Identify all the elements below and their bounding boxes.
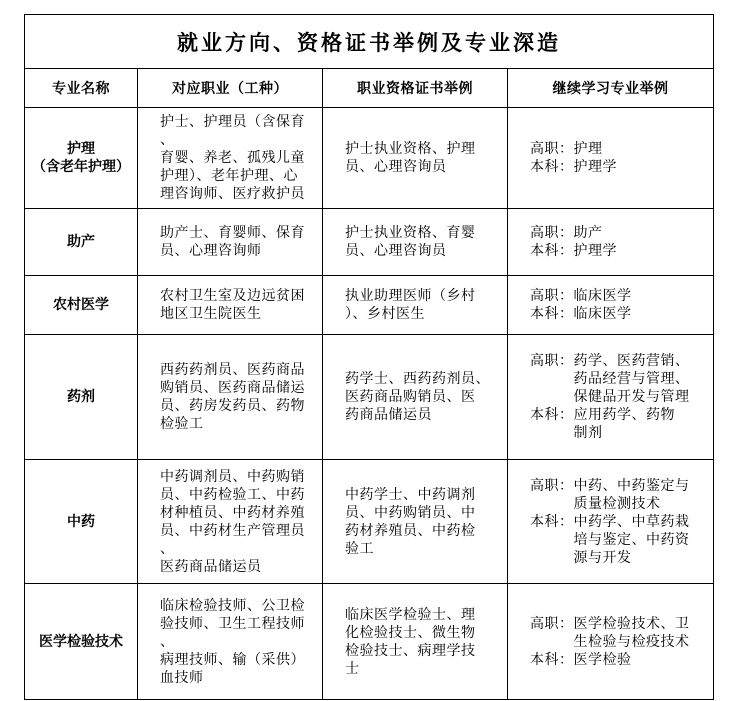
major-name: 助产 (67, 234, 95, 250)
cell-line: 药商品储运员 (345, 407, 432, 423)
certificates-cell (323, 276, 508, 335)
study-level-text (574, 352, 710, 406)
cell-line: 中药学士、中药调剂 (345, 486, 476, 503)
study-level-label: 高职： (530, 225, 574, 241)
occupations-cell (138, 209, 323, 276)
cell-line: 医药商品储运员 (160, 558, 262, 575)
cell-line: 、 (160, 540, 175, 557)
cell-line: 员、心理咨询员 (345, 159, 447, 175)
certificates-cell (323, 108, 508, 209)
cell-line: 生检验与检疫技术 (573, 633, 690, 650)
study-level-text (574, 477, 710, 513)
major-name: 医学检验技术 (39, 633, 123, 650)
cell-line: 护士、护理员（含保育 (160, 114, 305, 130)
certificates-cell (323, 335, 508, 460)
cell-line: 购销员、医药商品储运 (160, 380, 305, 396)
study-level-label: 本科： (530, 651, 574, 668)
cell-line: 中药调剂员、中药购销 (160, 468, 305, 485)
further-study-cell (508, 108, 714, 209)
occupations-cell (138, 584, 323, 700)
cell-line: 员、心理咨询员 (345, 243, 447, 259)
cell-line: 药学、医药营销、 (573, 353, 690, 369)
study-level-undergraduate (530, 158, 709, 176)
table-row (25, 335, 714, 460)
career-table (24, 14, 714, 700)
cell-line: 、 (160, 633, 175, 650)
cell-line: 理咨询师、医疗救护员 (160, 186, 305, 202)
study-level-vocational (530, 615, 709, 651)
study-level-text (574, 287, 710, 305)
table-row (25, 108, 714, 209)
major-name-cell (25, 108, 138, 209)
table-row (25, 209, 714, 276)
cell-line: ）、乡村医生 (345, 306, 425, 322)
cell-line: 应用药学、药物 (573, 407, 675, 423)
study-level-text (574, 242, 710, 260)
cell-line: 制剂 (573, 425, 603, 441)
study-level-label: 高职： (530, 353, 574, 369)
study-level-undergraduate (530, 651, 709, 669)
table-row (25, 584, 714, 700)
cell-line: 医学检验 (573, 651, 632, 668)
cell-line: 护士执业资格、护理 (345, 141, 476, 157)
cell-line: 中药、中药鉴定与 (573, 477, 690, 494)
cell-line: 助产 (573, 225, 603, 241)
cell-line: 病理技师、输（采供） (160, 651, 305, 668)
certificates-cell (323, 584, 508, 700)
study-level-vocational (530, 224, 709, 242)
study-level-label: 高职： (530, 615, 574, 632)
study-level-undergraduate (530, 406, 709, 442)
cell-line: 执业助理医师（乡村 (345, 288, 476, 304)
occupations-cell (138, 108, 323, 209)
major-name-cell (25, 335, 138, 460)
table-title: 就业方向、资格证书举例及专业深造 (25, 15, 714, 69)
further-study-cell (508, 276, 714, 335)
cell-line: 护理学 (573, 243, 617, 259)
major-name: 药剂 (67, 389, 95, 405)
header-further-study: 继续学习专业举例 (508, 69, 714, 108)
cell-line: 护理学 (573, 159, 617, 175)
cell-line: 士 (345, 660, 360, 677)
major-name: 农村医学 (53, 297, 109, 313)
cell-line: 地区卫生院医生 (160, 306, 262, 322)
study-level-undergraduate (530, 513, 709, 567)
cell-line: 临床医学检验士、理 (345, 606, 476, 623)
cell-line: 员、中药购销员、中 (345, 504, 476, 521)
cell-line: 临床医学 (573, 306, 632, 322)
major-name-cell (25, 584, 138, 700)
cell-line: 助产士、育婴师、保育 (160, 225, 305, 241)
cell-line: 验工 (345, 540, 374, 557)
cell-line: 员、中药材生产管理员 (160, 522, 305, 539)
further-study-cell (508, 335, 714, 460)
cell-line: 中药学、中草药栽 (573, 513, 690, 530)
study-level-vocational (530, 352, 709, 406)
further-study-cell (508, 460, 714, 584)
major-name-cell (25, 209, 138, 276)
cell-line: 培与鉴定、中药资 (573, 531, 690, 548)
cell-line: 材种植员、中药材养殖 (160, 504, 305, 521)
occupations-cell (138, 276, 323, 335)
header-major: 专业名称 (25, 69, 138, 108)
cell-line: 员、药房发药员、药物 (160, 398, 305, 414)
study-level-label: 本科： (530, 243, 574, 259)
cell-line: 临床医学 (573, 288, 632, 304)
major-name-cell (25, 276, 138, 335)
table-row (25, 276, 714, 335)
study-level-text (574, 406, 710, 442)
major-name-cell (25, 460, 138, 584)
cell-line: 员、心理咨询师 (160, 243, 262, 259)
header-occupations: 对应职业（工种） (138, 69, 323, 108)
study-level-text (574, 158, 710, 176)
major-name: 护理 (67, 141, 95, 157)
study-level-text (574, 140, 710, 158)
study-level-label: 高职： (530, 288, 574, 304)
study-level-label: 本科： (530, 306, 574, 322)
cell-line: 护理）、老年护理、心 (160, 168, 298, 184)
study-level-text (574, 513, 710, 567)
study-level-undergraduate (530, 242, 709, 260)
cell-line: 护士执业资格、育婴 (345, 225, 476, 241)
header-row (25, 69, 714, 108)
study-level-label: 本科： (530, 407, 574, 423)
cell-line: 药学士、西药药剂员、 (345, 371, 490, 387)
study-level-text (574, 305, 710, 323)
cell-line: 检验工 (160, 416, 204, 432)
major-name-note: （含老年护理） (32, 159, 130, 175)
certificates-cell (323, 209, 508, 276)
study-level-vocational (530, 477, 709, 513)
study-level-vocational (530, 287, 709, 305)
study-level-text (574, 651, 710, 669)
cell-line: 农村卫生室及边远贫困 (160, 288, 305, 304)
title-row (25, 15, 714, 69)
cell-line: 药材养殖员、中药检 (345, 522, 476, 539)
study-level-label: 高职： (530, 141, 574, 157)
cell-line: 西药药剂员、医药商品 (160, 362, 305, 378)
cell-line: 质量检测技术 (573, 495, 661, 512)
study-level-label: 高职： (530, 477, 574, 494)
study-level-label: 本科： (530, 513, 574, 530)
cell-line: 医学检验技术、卫 (573, 615, 690, 632)
cell-line: 、 (160, 132, 175, 148)
occupations-cell (138, 335, 323, 460)
cell-line: 育婴、养老、孤残儿童 (160, 150, 305, 166)
certificates-cell (323, 460, 508, 584)
cell-line: 化检验技士、微生物 (345, 624, 476, 641)
header-certificates: 职业资格证书举例 (323, 69, 508, 108)
cell-line: 验技师、卫生工程技师 (160, 615, 305, 632)
cell-line: 药品经营与管理、 (573, 371, 690, 387)
cell-line: 源与开发 (573, 549, 632, 566)
major-name: 中药 (67, 513, 95, 530)
further-study-cell (508, 209, 714, 276)
cell-line: 临床检验技师、公卫检 (160, 597, 305, 614)
cell-line: 医药商品购销员、医 (345, 389, 476, 405)
study-level-text (574, 615, 710, 651)
table-row (25, 460, 714, 584)
cell-line: 检验技士、病理学技 (345, 642, 476, 659)
study-level-text (574, 224, 710, 242)
cell-line: 护理 (573, 141, 603, 157)
further-study-cell (508, 584, 714, 700)
cell-line: 员、中药检验工、中药 (160, 486, 305, 503)
cell-line: 保健品开发与管理 (573, 389, 690, 405)
cell-line: 血技师 (160, 669, 204, 686)
study-level-undergraduate (530, 305, 709, 323)
study-level-vocational (530, 140, 709, 158)
occupations-cell (138, 460, 323, 584)
study-level-label: 本科： (530, 159, 574, 175)
